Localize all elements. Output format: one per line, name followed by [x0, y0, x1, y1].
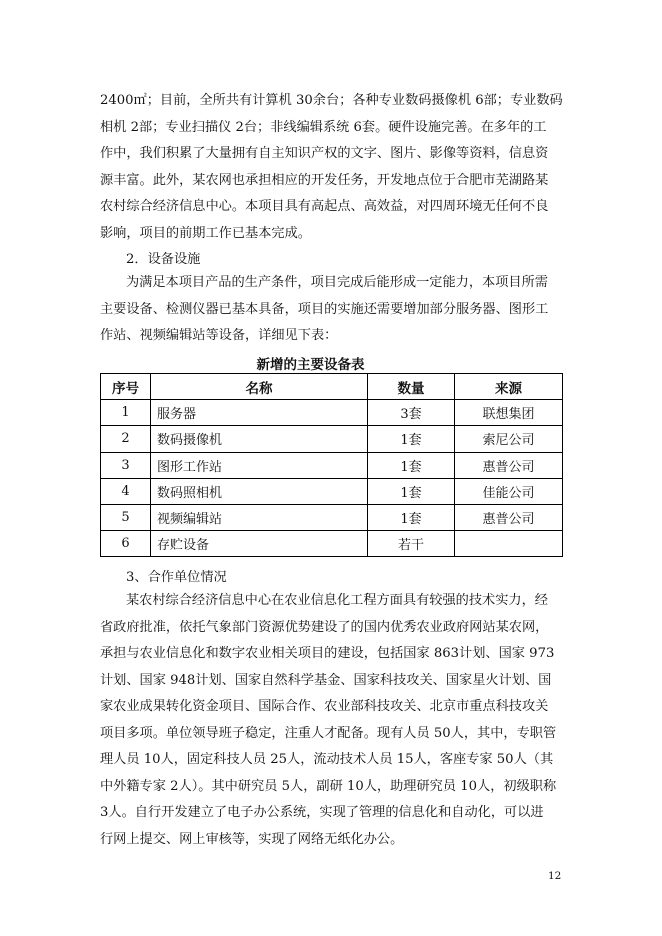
text-line: 作中，我们积累了大量拥有自主知识产权的文字、图片、影像等资料，信息资	[100, 146, 549, 161]
table-title: 新增的主要设备表	[256, 357, 365, 373]
cell-seq: 4	[101, 478, 151, 504]
text-line: 源丰富。此外，某农网也承担相应的开发任务，开发地点位于合肥市芜湖路某	[100, 172, 549, 188]
table-header-row	[101, 374, 563, 400]
cell-source: 惠普公司	[455, 504, 563, 530]
cell-source	[455, 531, 563, 557]
text-line: 为满足本项目产品的生产条件，项目完成后能形成一定能力，本项目所需	[126, 275, 548, 290]
header-source: 来源	[455, 374, 563, 400]
text-line: 家农业成果转化资金项目、国际合作、农业部科技攻关、北京市重点科技攻关	[100, 699, 549, 714]
cell-qty: 若干	[368, 531, 455, 557]
text-line: 相机 2部；专业扫描仪 2台；非线编辑系统 6套。硬件设施完善。在多年的工	[100, 119, 547, 135]
equipment-table	[100, 373, 563, 557]
text-line: 计划、国家 948计划、国家自然科学基金、国家科技攻关、国家星火计划、国	[100, 672, 552, 688]
cell-name: 视频编辑站	[151, 504, 368, 530]
text-line: 承担与农业信息化和数字农业相关项目的建设，包括国家 863计划、国家 973	[100, 646, 555, 661]
text-line: 影响，项目的前期工作已基本完成。	[100, 225, 311, 241]
section-2-heading: 2．设备设施	[126, 252, 201, 267]
text-line: 主要设备、检测仪器已基本具备，项目的实施还需要增加部分服务器、图形工	[100, 301, 549, 317]
table-row	[101, 400, 563, 426]
cell-name: 服务器	[151, 400, 368, 426]
cell-source: 联想集团	[455, 400, 563, 426]
table-row	[101, 452, 563, 478]
cell-seq: 2	[101, 426, 151, 452]
text-line: 省政府批准，依托气象部门资源优势建设了的国内优秀农业政府网站某农网，	[100, 619, 549, 635]
cell-source: 惠普公司	[455, 452, 563, 478]
text-line: 作站、视频编辑站等设备，详细见下表：	[100, 328, 338, 343]
section-3-heading: 3、合作单位情况	[126, 570, 227, 585]
text-line: 行网上提交、网上审核等，实现了网络无纸化办公。	[100, 831, 404, 847]
cell-name: 数码照相机	[151, 478, 368, 504]
table-row	[101, 478, 563, 504]
text-line: 2400㎡；目前，全所共有计算机 30余台；各种专业数码摄像机 6部；专业数码	[100, 93, 563, 108]
intro-paragraph	[100, 88, 570, 247]
section-3-paragraph	[100, 588, 570, 853]
cell-name: 数码摄像机	[151, 426, 368, 452]
cell-qty: 1套	[368, 452, 455, 478]
cell-qty: 1套	[368, 426, 455, 452]
table-row	[101, 504, 563, 530]
cell-seq: 3	[101, 452, 151, 478]
table-row	[101, 426, 563, 452]
cell-name: 存贮设备	[151, 531, 368, 557]
page-number: 12	[548, 870, 562, 882]
text-line: 中外籍专家 2人）。其中研究员 5人，副研 10人，助理研究员 10人，初级职称	[100, 778, 557, 794]
text-line: 某农村综合经济信息中心在农业信息化工程方面具有较强的技术实力，经	[126, 593, 548, 608]
header-name: 名称	[151, 374, 368, 400]
text-line: 项目多项。单位领导班子稳定，注重人才配备。现有人员 50人，其中，专职管	[100, 725, 557, 741]
section-2-paragraph	[100, 270, 570, 350]
cell-qty: 3套	[368, 400, 455, 426]
text-line: 农村综合经济信息中心。本项目具有高起点、高效益，对四周环境无任何不良	[100, 199, 549, 214]
cell-name: 图形工作站	[151, 452, 368, 478]
header-qty: 数量	[368, 374, 455, 400]
text-line: 3人。自行开发建立了电子办公系统，实现了管理的信息化和自动化，可以进	[100, 805, 544, 820]
header-seq: 序号	[101, 374, 151, 400]
text-line: 理人员 10人，固定科技人员 25人，流动技术人员 15人，客座专家 50人（其	[100, 752, 554, 767]
table-row	[101, 531, 563, 557]
cell-source: 索尼公司	[455, 426, 563, 452]
cell-seq: 6	[101, 531, 151, 557]
cell-qty: 1套	[368, 478, 455, 504]
cell-qty: 1套	[368, 504, 455, 530]
cell-seq: 5	[101, 504, 151, 530]
cell-seq: 1	[101, 400, 151, 426]
cell-source: 佳能公司	[455, 478, 563, 504]
